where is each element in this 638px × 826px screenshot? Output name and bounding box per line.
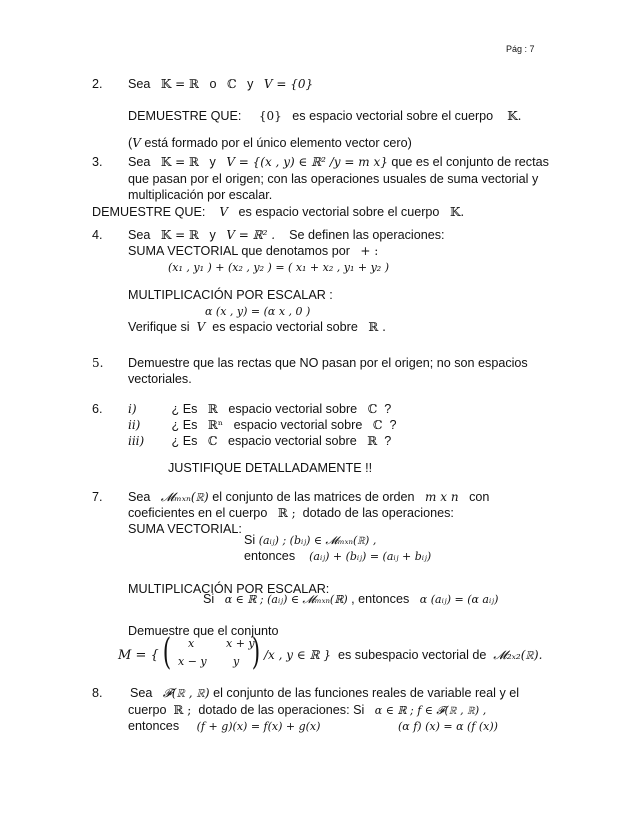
math: ℂ: [227, 77, 237, 91]
text: ¿ Es: [171, 402, 198, 416]
math: V = {0}: [263, 77, 314, 91]
text: entonces: [128, 719, 180, 733]
text: entonces: [244, 549, 296, 563]
text: es espacio vectorial sobre: [212, 320, 358, 334]
math: V: [196, 320, 206, 334]
text: Sea: [128, 77, 151, 91]
text: el conjunto de las matrices de orden: [212, 490, 415, 504]
item-3-line-1: [128, 155, 549, 170]
text: ?: [389, 418, 397, 432]
item-5-line-2: vectoriales.: [128, 372, 192, 386]
text: dotado de las operaciones: Si: [198, 703, 365, 717]
math: ℝ: [207, 402, 218, 416]
math: iii): [128, 434, 145, 448]
text: espacio vectorial sobre: [227, 434, 357, 448]
math: (f + g)(x) = f(x) + g(x): [196, 720, 321, 733]
math: V = ℝ² .: [226, 228, 276, 242]
math: ℂ: [372, 418, 383, 432]
math: ℝ ;: [277, 506, 296, 520]
math: /x , y ∈ ℝ }: [264, 648, 331, 662]
item-8-formula-2: (α f) (x) = α (f (x)): [398, 720, 498, 733]
item-4-mult: MULTIPLICACIÓN POR ESCALAR :: [128, 288, 333, 302]
item-6-ii: [128, 418, 396, 433]
text: el conjunto de las funciones reales de variable real y el: [213, 686, 520, 700]
item-4-line-1: [128, 228, 445, 243]
text: es espacio vectorial sobre el cuerpo: [238, 205, 440, 219]
item-3-demuestre: [92, 205, 464, 220]
text: ?: [384, 402, 392, 416]
text: Sea: [128, 155, 151, 169]
item-7-si: [244, 533, 376, 548]
math: ℂ: [367, 402, 378, 416]
text: Sea: [128, 228, 151, 242]
text: con: [469, 490, 490, 504]
item-2-line-2: [128, 109, 521, 124]
text: espacio vectorial sobre: [233, 418, 363, 432]
item-2-line-1: [128, 77, 313, 92]
item-7-set-close: [264, 648, 542, 663]
matrix-left-paren: (: [162, 632, 172, 673]
math: {0}: [258, 109, 282, 123]
math: 𝕂.: [507, 109, 522, 123]
item-6-justifique: JUSTIFIQUE DETALLADAMENTE !!: [168, 461, 373, 475]
math: (aᵢⱼ) + (bᵢⱼ) = (aᵢⱼ + bᵢⱼ): [309, 550, 432, 563]
math: ℂ: [207, 434, 218, 448]
text: Sea: [128, 490, 151, 504]
item-7-mult: MULTIPLICACIÓN POR ESCALAR:: [128, 582, 330, 596]
text: que es el conjunto de rectas: [391, 155, 549, 169]
text: y: [209, 155, 216, 169]
item-5-line-1: Demuestre que las rectas que NO pasan por el origen; no son espacios: [128, 356, 528, 370]
matrix-m11: x: [188, 637, 195, 650]
item-3-line-2: que pasan por el origen; con las operaciones usuales de suma vectorial y: [128, 172, 539, 186]
item-8-number: 8.: [92, 686, 103, 700]
math: (aᵢⱼ) ; (bᵢⱼ) ∈ 𝓜ₘₓₙ(ℝ) ,: [258, 534, 377, 547]
item-4-suma: [128, 244, 378, 259]
item-7-suma: SUMA VECTORIAL:: [128, 522, 242, 536]
item-7-entonces: [244, 549, 431, 564]
math: ℝⁿ: [207, 418, 224, 432]
text: coeficientes en el cuerpo: [128, 506, 268, 520]
item-4-verifique: [128, 320, 386, 335]
text: DEMUESTRE QUE:: [128, 109, 242, 123]
text: ¿ Es: [171, 434, 198, 448]
math: 𝕂 = ℝ: [160, 155, 200, 169]
item-8-line-3: [128, 719, 320, 734]
item-3-number: 3.: [92, 155, 103, 169]
math: i): [128, 402, 137, 416]
text: ¿ Es: [171, 418, 198, 432]
math: ii): [128, 418, 141, 432]
text: Si: [244, 533, 256, 547]
math: 𝕂.: [449, 205, 465, 219]
text: Verifique si: [128, 320, 190, 334]
math: 𝓜₂ₓ₂(ℝ).: [493, 648, 543, 662]
item-4-number: 4.: [92, 228, 103, 242]
text: espacio vectorial sobre: [228, 402, 358, 416]
matrix-m22: y: [233, 655, 240, 668]
text: es subespacio vectorial de: [337, 648, 487, 662]
text: Se definen las operaciones:: [289, 228, 445, 242]
math: V: [132, 136, 141, 150]
text: (: [128, 136, 133, 150]
item-5-number: 5.: [92, 356, 104, 370]
math: m x n: [425, 490, 459, 504]
math: ℝ .: [368, 320, 386, 334]
text: está formado por el único elemento vector cero): [144, 136, 412, 150]
math: α ∈ ℝ ; f ∈ 𝓕(ℝ , ℝ) ,: [374, 704, 487, 717]
item-4-mult-formula: α (x , y) = (α x , 0 ): [205, 305, 311, 318]
item-6-i: [128, 402, 391, 417]
math: α ∈ ℝ ; (aᵢⱼ) ∈ 𝓜ₘₓₙ(ℝ): [224, 593, 348, 606]
item-2-note: [128, 136, 412, 151]
math: V = {(x , y) ∈ ℝ² /y = m x}: [226, 155, 388, 169]
text: ?: [384, 434, 392, 448]
text: y: [209, 228, 216, 242]
text: y: [247, 77, 254, 91]
math: V: [219, 205, 229, 219]
text: Sea: [130, 686, 153, 700]
math: 𝕂 = ℝ: [160, 228, 200, 242]
item-4-suma-formula: (x₁ , y₁ ) + (x₂ , y₂ ) = ( x₁ + x₂ , y₁ + y₂ ): [168, 261, 389, 274]
math: + :: [360, 244, 379, 258]
matrix-m12: x + y: [226, 637, 255, 650]
text: SUMA VECTORIAL que denotamos por: [128, 244, 350, 258]
math: 𝓜ₘₓₙ(ℝ): [160, 490, 209, 504]
item-7-line-2: [128, 506, 454, 521]
text: , entonces: [351, 592, 410, 606]
page-number: Pág : 7: [506, 44, 535, 54]
text: dotado de las operaciones:: [302, 506, 454, 520]
math: ℝ ;: [173, 703, 192, 717]
item-7-set-open: M = {: [118, 648, 159, 663]
item-6-iii: [128, 434, 391, 449]
math: α (aᵢⱼ) = (α aᵢⱼ): [419, 593, 499, 606]
item-8-line-2: [128, 703, 486, 718]
item-2-number: 2.: [92, 77, 103, 91]
matrix-right-paren: ): [251, 632, 261, 673]
item-6-number: 6.: [92, 402, 103, 416]
math: 𝓕(ℝ , ℝ): [162, 686, 210, 700]
item-7-si2: [203, 592, 498, 607]
math: ℝ: [367, 434, 378, 448]
text: Si: [203, 592, 215, 606]
text: es espacio vectorial sobre el cuerpo: [292, 109, 494, 123]
item-7-line-1: [128, 490, 489, 505]
matrix-m21: x − y: [178, 655, 207, 668]
item-7-number: 7.: [92, 490, 103, 504]
item-8-line-1: [130, 686, 519, 701]
item-7-demuestre: Demuestre que el conjunto: [128, 624, 279, 638]
text: DEMUESTRE QUE:: [92, 205, 206, 219]
math: 𝕂 = ℝ: [160, 77, 200, 91]
item-3-line-3: multiplicación por escalar.: [128, 188, 273, 202]
text: o: [209, 77, 217, 91]
text: cuerpo: [128, 703, 167, 717]
